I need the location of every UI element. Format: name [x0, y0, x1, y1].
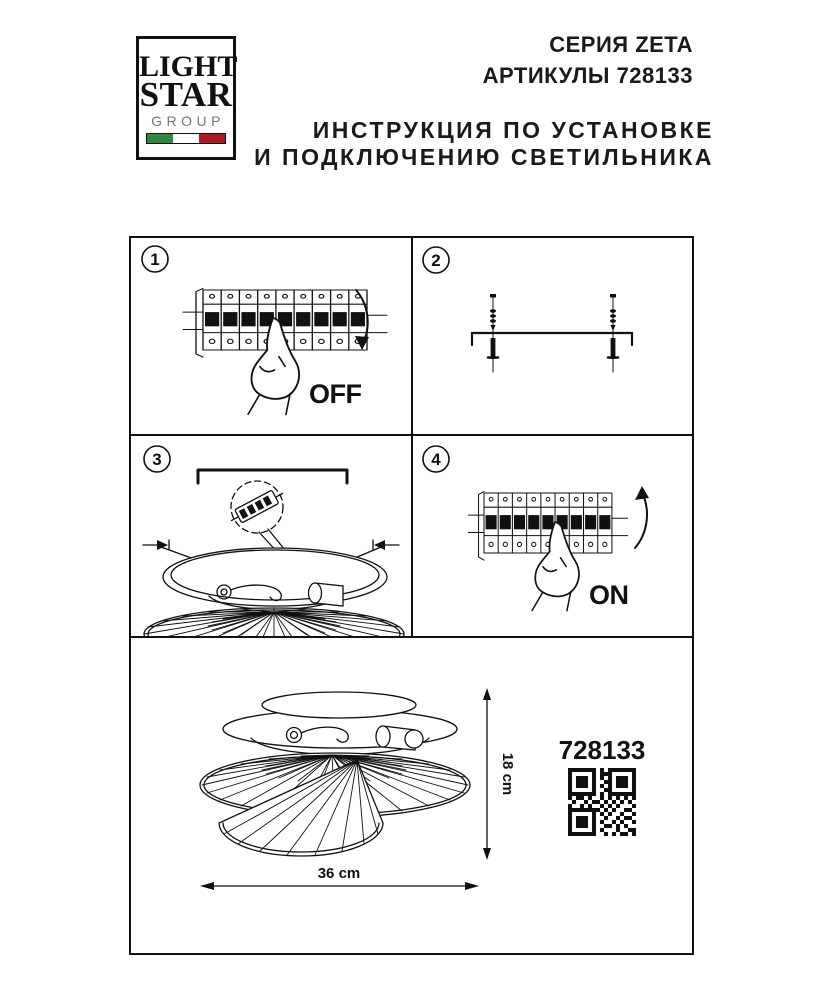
instruction-steps-grid [129, 236, 694, 955]
dimension-height [483, 688, 516, 860]
off-label: OFF [309, 379, 362, 409]
width-value: 36 cm [317, 865, 361, 882]
step-2-number: 2 [431, 251, 441, 270]
wall-plugs-and-bracket-drawing [472, 294, 632, 372]
step-3-number: 3 [152, 450, 162, 469]
title-line-1: ИНСТРУКЦИЯ ПО УСТАНОВКЕ [312, 117, 714, 143]
step-1-number: 1 [150, 250, 160, 269]
pointing-hand-icon [246, 316, 306, 420]
step-4-panel [413, 436, 692, 636]
ceiling-bracket [198, 470, 347, 483]
lightstar-logo [136, 36, 236, 160]
on-label: ON [589, 580, 629, 610]
article-number: 728133 [558, 735, 646, 765]
fan-shade-drawing [144, 608, 404, 636]
logo-word-star: STAR [139, 75, 233, 114]
rotate-up-arrow-icon [635, 497, 647, 548]
step-1-number-badge [142, 246, 168, 272]
height-value: 18 cm [499, 752, 516, 796]
header-text-block [254, 29, 714, 171]
step-3-panel [131, 436, 411, 636]
step-2-number-badge [423, 247, 449, 273]
step-4-number: 4 [431, 450, 441, 469]
mounting-bar [472, 333, 632, 345]
pointing-hand-icon [530, 520, 585, 616]
italian-flag-stripe [146, 133, 226, 144]
lamp-base-drawing [163, 548, 387, 610]
flag-green-segment [147, 134, 173, 143]
dimension-width [200, 865, 479, 890]
flag-white-segment [173, 134, 199, 143]
ceiling-lamp-drawing [200, 692, 470, 856]
product-dimensions-panel [131, 638, 692, 953]
qr-code [568, 768, 636, 836]
series-name: СЕРИЯ ZETA [549, 32, 693, 57]
step-4-number-badge [423, 446, 449, 472]
logo-word-group: GROUP [151, 113, 225, 129]
step-3-number-badge [144, 446, 170, 472]
step-1-panel [131, 238, 411, 434]
title-line-2: И ПОДКЛЮЧЕНИЮ СВЕТИЛЬНИКА [254, 144, 714, 170]
logo-word-light: LIGHT [139, 50, 238, 83]
article-line: АРТИКУЛЫ 728133 [482, 63, 693, 88]
document-title [254, 117, 714, 171]
step-2-panel [413, 238, 692, 434]
terminal-detail-bubble [228, 481, 286, 553]
flag-red-segment [199, 134, 225, 143]
